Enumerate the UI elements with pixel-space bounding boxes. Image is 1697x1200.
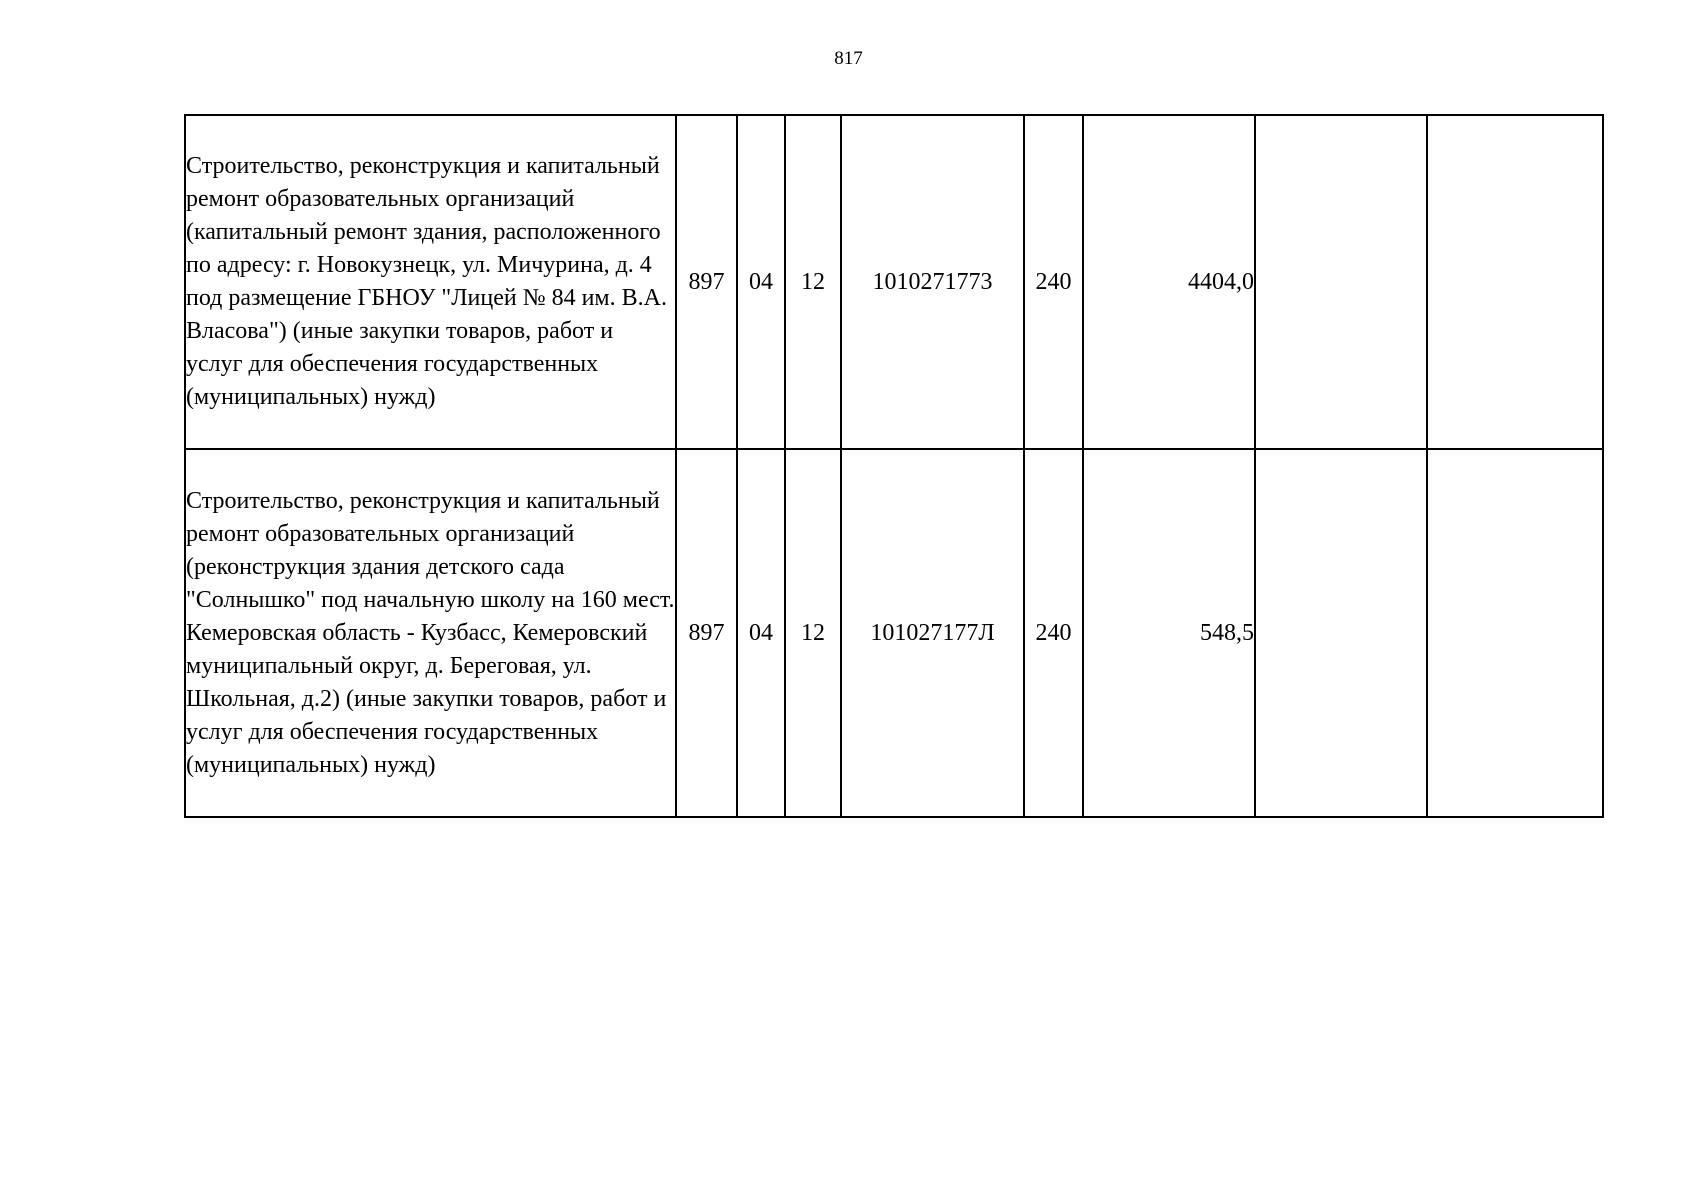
target-item-cell: 1010271773 [841, 115, 1024, 449]
amount-cell-2 [1255, 115, 1427, 449]
ministry-code-cell: 897 [676, 449, 737, 817]
amount-cell-3 [1427, 449, 1603, 817]
amount-cell-1: 4404,0 [1083, 115, 1255, 449]
budget-table [184, 114, 1604, 818]
expense-name-cell: Строительство, реконструкция и капитальный ремонт образовательных организаций (капитальный ремонт здания, расположенного по адресу: г. Новокузнецк, ул. Мичурина, д. 4 под размещение ГБНОУ "Лицей № 84 им. В.А. Власова") (иные закупки товаров, работ и услуг для обеспечения государственных (муниципальных) нужд) [185, 115, 676, 449]
amount-cell-1: 548,5 [1083, 449, 1255, 817]
expense-type-cell: 240 [1024, 449, 1083, 817]
ministry-code-cell: 897 [676, 115, 737, 449]
table-row [185, 449, 1603, 817]
page-number: 817 [834, 48, 863, 69]
expense-type-cell: 240 [1024, 115, 1083, 449]
target-item-cell: 101027177Л [841, 449, 1024, 817]
subsection-code-cell: 12 [785, 449, 841, 817]
section-code-cell: 04 [737, 449, 785, 817]
amount-cell-2 [1255, 449, 1427, 817]
amount-cell-3 [1427, 115, 1603, 449]
table-row [185, 115, 1603, 449]
section-code-cell: 04 [737, 115, 785, 449]
subsection-code-cell: 12 [785, 115, 841, 449]
expense-name-cell: Строительство, реконструкция и капитальный ремонт образовательных организаций (реконструкция здания детского сада "Солнышко" под начальную школу на 160 мест. Кемеровская область - Кузбасс, Кемеровский муниципальный округ, д. Береговая, ул. Школьная, д.2) (иные закупки товаров, работ и услуг для обеспечения государственных (муниципальных) нужд) [185, 449, 676, 817]
